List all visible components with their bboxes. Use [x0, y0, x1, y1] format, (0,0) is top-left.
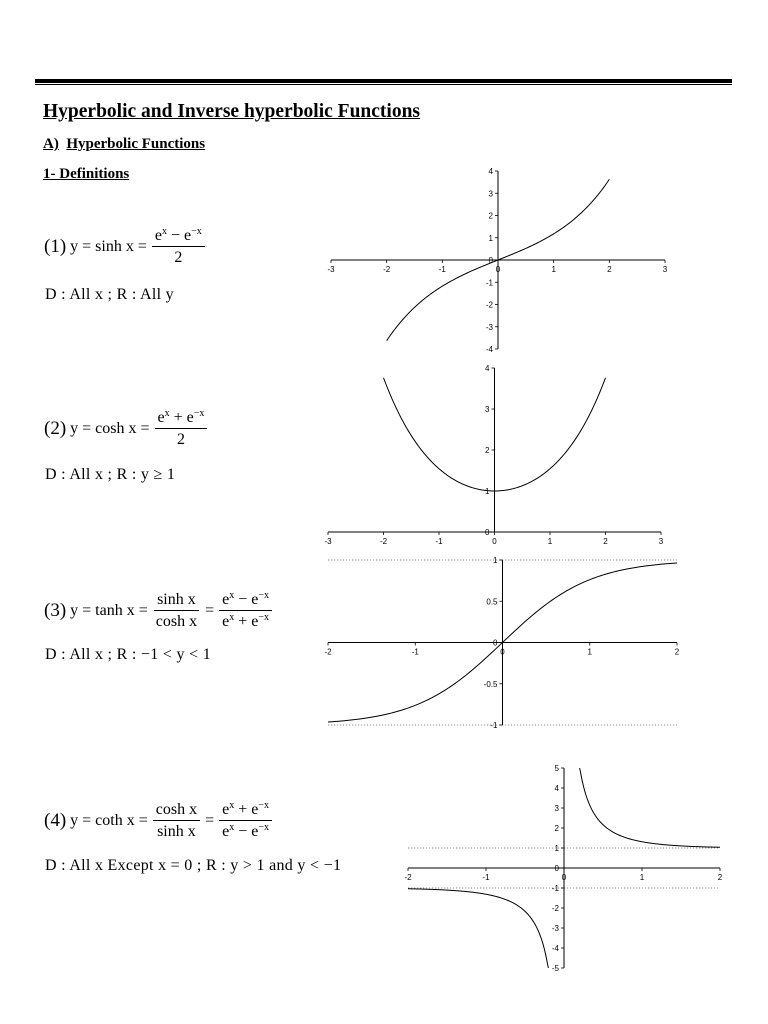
chart-sinh-x-y-tick-label: 4	[488, 167, 493, 176]
equation-lhs: y = sinh x =	[70, 237, 147, 255]
equals-sign: =	[205, 811, 215, 829]
chart-tanh-x-y-tick-label: -1	[490, 721, 498, 730]
chart-coth-x-y-tick-label: 4	[554, 784, 559, 793]
section-marker: A)	[43, 136, 59, 152]
chart-sinh-x-y-tick-label: 2	[488, 211, 493, 221]
chart-sinh-x-x-tick-label: 2	[607, 265, 612, 274]
chart-cosh-x-y-tick-label: 4	[485, 364, 490, 373]
chart-coth-x-y-tick-label: -3	[551, 924, 559, 933]
equation-number: (1)	[44, 235, 67, 257]
chart-coth-x-x-tick-label: 1	[639, 873, 645, 882]
page-title: Hyperbolic and Inverse hyperbolic Functions	[43, 101, 421, 122]
chart-tanh-x-x-tick-label: 0	[500, 647, 505, 657]
numerator: $e^x - e^{-x}$	[152, 227, 205, 247]
chart-sinh-x-y-tick-label: 1	[488, 233, 493, 243]
chart-cosh-x-x-tick-label: 0	[492, 537, 497, 546]
chart-tanh-x-y-tick-label: 1	[493, 556, 498, 565]
chart-cosh-x-x-tick-label: -3	[324, 537, 332, 546]
section-label: Hyperbolic Functions	[66, 136, 206, 152]
chart-tanh-x-x-tick-label: 2	[674, 647, 680, 657]
chart-coth-x-curve	[408, 889, 548, 968]
domain-range-coth: D : All x Except x = 0 ; R : y > 1 and y < −1	[45, 857, 342, 874]
chart-sinh-x-y-tick-label: -3	[485, 322, 493, 332]
chart-coth-x-y-tick-label: -4	[551, 944, 559, 953]
domain-range-cosh: D : All x ; R : y ≥ 1	[45, 466, 176, 483]
chart-sinh-x-x-tick-label: -2	[383, 265, 391, 274]
denominator: $e^x - e^{-x}$	[222, 822, 269, 840]
chart-sinh-x-x-tick-label: -3	[327, 265, 335, 274]
numerator: $e^x + e^{-x}$	[155, 409, 208, 429]
chart-coth-x-y-tick-label: -2	[551, 904, 559, 913]
chart-sinh-x-y-tick-label: 3	[488, 189, 493, 199]
chart-coth-x-y-tick-label: 1	[554, 844, 559, 853]
chart-cosh-x-y-tick-label: 0	[485, 528, 490, 537]
numerator: cosh x	[153, 801, 200, 821]
numerator: $e^x - e^{-x}$	[219, 591, 272, 611]
numerator: sinh x	[154, 591, 199, 611]
chart-cosh-x-y-tick-label: 2	[485, 446, 490, 455]
equals-sign: =	[205, 601, 215, 619]
chart-coth-x-y-tick-label: -1	[551, 884, 559, 893]
denominator: $e^x + e^{-x}$	[222, 612, 269, 630]
chart-sinh-x-x-tick-label: 3	[662, 265, 668, 274]
chart-sinh-x-x-tick-label: 1	[551, 265, 556, 274]
chart-tanh-x-y-tick-label: 0	[493, 638, 498, 648]
domain-range-sinh: D : All x ; R : All y	[45, 286, 174, 303]
chart-coth-x-x-tick-label: -2	[404, 873, 412, 882]
chart-tanh-x-y-tick-label: 0.5	[486, 597, 498, 607]
chart-tanh-x-x-tick-label: 1	[587, 647, 592, 657]
equation-lhs: y = tanh x =	[70, 601, 148, 619]
chart-sinh-x-y-tick-label: -2	[485, 300, 493, 310]
numerator: $e^x + e^{-x}$	[219, 801, 272, 821]
denominator: 2	[176, 431, 185, 448]
domain-range-tanh: D : All x ; R : −1 < y < 1	[45, 646, 211, 663]
chart-cosh-x-x-tick-label: -2	[379, 537, 388, 546]
chart-coth-x-curve	[580, 768, 720, 847]
chart-sinh-x-y-tick-label: -4	[485, 345, 493, 354]
equation-number: (4)	[44, 809, 67, 831]
chart-sinh-x-y-tick-label: -1	[485, 278, 493, 288]
denominator: sinh x	[157, 823, 196, 840]
chart-cosh-x-x-tick-label: 2	[603, 537, 608, 546]
equation-lhs: y = cosh x =	[70, 419, 150, 437]
chart-coth-x-y-tick-label: 2	[554, 824, 559, 833]
chart-tanh-x-y-tick-label: -0.5	[483, 679, 498, 689]
chart-cosh-x-y-tick-label: 1	[485, 487, 490, 496]
denominator: 2	[174, 249, 183, 266]
subsection-heading: 1- Definitions	[43, 166, 130, 182]
chart-tanh-x-x-tick-label: -1	[411, 647, 419, 657]
chart-tanh-x-x-tick-label: -2	[324, 647, 332, 657]
chart-sinh-x-y-tick-label: 0	[488, 256, 493, 265]
chart-cosh-x-x-tick-label: 1	[547, 537, 553, 546]
chart-coth-x-x-tick-label: 0	[561, 873, 567, 882]
equation-lhs: y = coth x =	[70, 811, 148, 829]
chart-coth-x-x-tick-label: -1	[482, 873, 490, 882]
chart-coth-x-y-tick-label: -5	[551, 964, 559, 973]
equation-number: (2)	[44, 417, 67, 439]
chart-cosh-x-x-tick-label: -1	[435, 537, 443, 546]
chart-cosh-x-y-tick-label: 3	[485, 405, 490, 414]
chart-coth-x-y-tick-label: 3	[554, 804, 559, 813]
chart-coth-x-x-tick-label: 2	[717, 873, 723, 882]
chart-sinh-x-x-tick-label: -1	[438, 265, 446, 274]
chart-coth-x-y-tick-label: 0	[554, 864, 559, 873]
denominator: cosh x	[155, 613, 198, 630]
chart-cosh-x-x-tick-label: 3	[658, 537, 664, 546]
chart-sinh-x-x-tick-label: 0	[495, 265, 501, 274]
equation-number: (3)	[44, 599, 67, 621]
chart-coth-x-y-tick-label: 5	[554, 764, 559, 773]
